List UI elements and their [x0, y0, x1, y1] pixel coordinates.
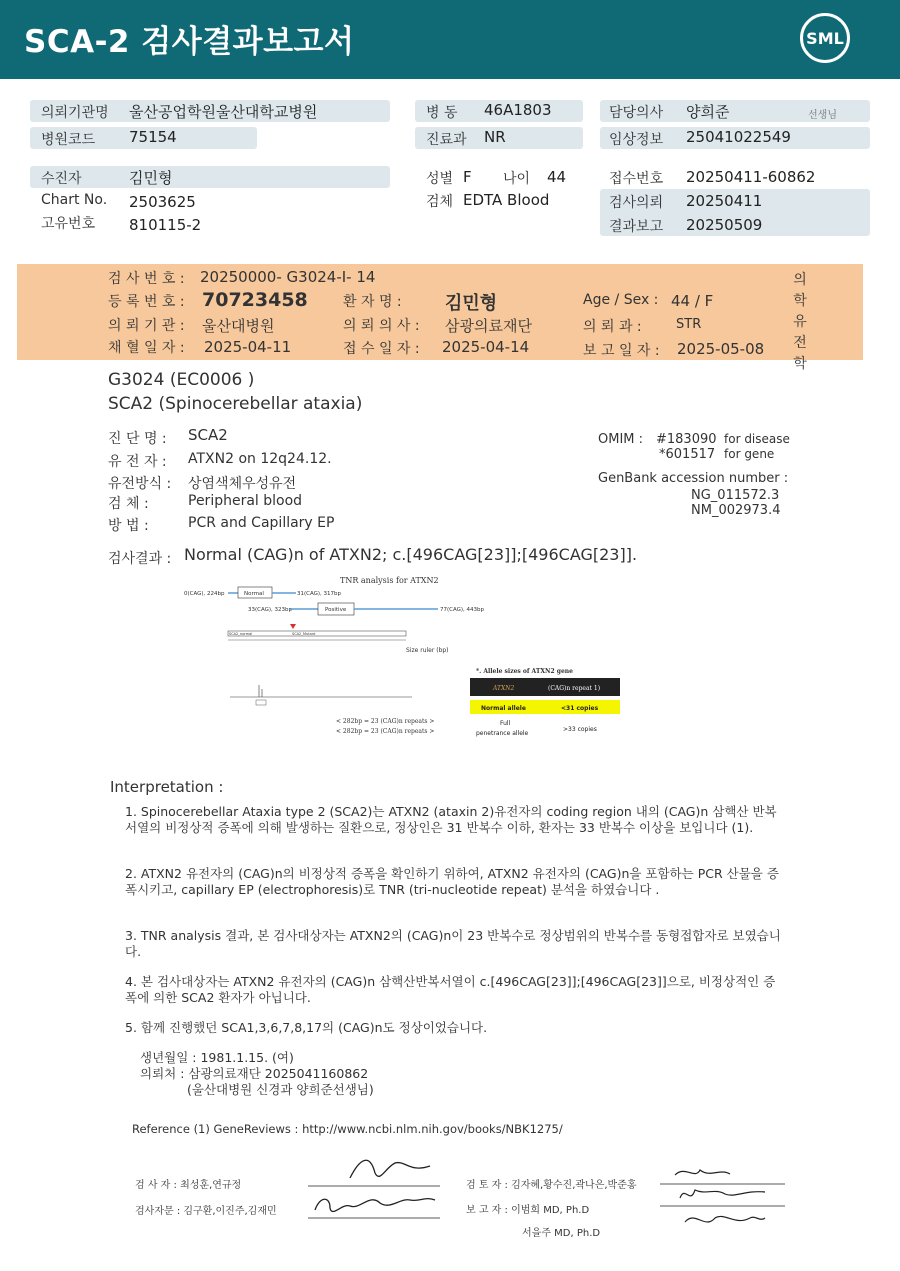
ward-value: 46A1803	[484, 101, 552, 119]
genbank-2: NM_002973.4	[691, 503, 781, 518]
interpretation-title: Interpretation :	[110, 778, 224, 796]
advisor: 검사자문 : 김구환,이진주,김재민	[135, 1206, 277, 1217]
collect-value: 2025-04-11	[204, 338, 292, 356]
test-code: G3024 (EC0006 )	[108, 370, 255, 390]
institution-value: 울산공업학원울산대학교병원	[129, 103, 318, 121]
ruler-note: Size ruler (bp)	[406, 647, 449, 654]
doctor-value: 양희준	[686, 103, 730, 121]
patient-row	[30, 166, 390, 188]
result-heading: 검사결과 :	[108, 551, 172, 567]
band-patient-value: 김민형	[445, 293, 498, 314]
dept-value: NR	[484, 128, 506, 146]
row-full-1: Full	[500, 720, 511, 727]
omim-disease: #183090	[656, 432, 717, 447]
omim-label: OMIM :	[598, 432, 644, 447]
row-normal-allele: Normal allele	[481, 705, 526, 712]
row2-right: 77(CAG), 443bp	[440, 607, 485, 613]
method-value: PCR and Capillary EP	[188, 515, 335, 531]
referral: 의뢰처 : 삼광의료재단 2025041160862	[140, 1066, 369, 1081]
band-dept-label: 의 뢰 과 :	[583, 319, 642, 335]
tnr-analysis-figure	[180, 572, 640, 744]
test-no-value: 20250000- G3024-I- 14	[200, 268, 376, 286]
gene-label: 유 전 자 :	[108, 454, 167, 470]
reg-no-label: 등 록 번 호 :	[108, 294, 185, 310]
birthdate: 생년월일 : 1981.1.15. (여)	[140, 1050, 294, 1065]
receive-value: 2025-04-14	[442, 338, 530, 356]
receive-label: 접 수 일 자 :	[343, 341, 420, 357]
institution-label: 의뢰기관명	[41, 105, 109, 121]
hospital-code-value: 75154	[129, 128, 177, 146]
chart-label: Chart No.	[41, 192, 108, 208]
band-inst-value: 울산대병원	[202, 317, 275, 335]
interpretation-3: 3. TNR analysis 결과, 본 검사대상자는 ATXN2의 (CAG)n이 23 반복수로 정상범위의 반복수를 동형접합자로 보였습니다.	[125, 928, 781, 959]
table-header-repeat: (CAG)n repeat 1)	[548, 685, 601, 692]
reporter: 보 고 자 : 이범희 MD, Ph.D	[466, 1205, 590, 1216]
ruler-mid: SCA2_Mutant	[292, 632, 316, 636]
report-value: 2025-05-08	[677, 340, 765, 358]
receipt-value: 20250411-60862	[686, 168, 816, 186]
band-patient-label: 환 자 명 :	[343, 294, 402, 310]
reviewer: 검 토 자 : 김자혜,황수진,곽나은,박준홍	[466, 1180, 637, 1191]
row2-box: Positive	[325, 607, 347, 613]
agesex-label: Age / Sex :	[583, 292, 659, 308]
reference: Reference (1) GeneReviews : http://www.ncbi.nlm.nih.gov/books/NBK1275/	[132, 1122, 563, 1136]
tester-signature	[300, 1148, 450, 1228]
reviewer-signature	[655, 1160, 790, 1240]
department-vertical-label: 의학유전학	[793, 272, 807, 372]
sml-logo: SML	[800, 13, 850, 63]
genbank-label: GenBank accession number :	[598, 471, 789, 486]
table-header-gene: ATXN2	[493, 685, 515, 692]
peak-2: < 282bp = 23 (CAG)n repeats >	[336, 728, 435, 735]
test-name: SCA2 (Spinocerebellar ataxia)	[108, 394, 363, 414]
specimen2-label: 검 체 :	[108, 496, 149, 512]
chart-value: 2503625	[129, 193, 196, 211]
unique-label: 고유번호	[41, 216, 96, 232]
interpretation-5: 5. 함께 진행했던 SCA1,3,6,7,8,17의 (CAG)n도 정상이었습니다.	[125, 1020, 488, 1035]
agesex-value: 44 / F	[671, 292, 714, 310]
ruler-left: SCA2_normal	[229, 632, 253, 636]
specimen-value: EDTA Blood	[463, 191, 550, 209]
allele-title: *. Allele sizes of ATXN2 gene	[476, 668, 573, 675]
report-label: 보 고 일 자 :	[583, 343, 660, 359]
row1-left: 0(CAG), 224bp	[184, 591, 225, 597]
interpretation-4: 4. 본 검사대상자는 ATXN2 유전자의 (CAG)n 삼핵산반복서열이 c.[496CAG[23]];[496CAG[23]]으로, 비정상적인 증폭에 의한 SCA2 환자가 아닙니다.	[125, 974, 776, 1005]
doctor-suffix: 선생님	[808, 110, 837, 121]
row1-box: Normal	[244, 591, 264, 597]
clinical-label: 임상정보	[609, 132, 664, 148]
result-text: Normal (CAG)n of ATXN2; c.[496CAG[23]];[496CAG[23]].	[184, 545, 638, 564]
sex-value: F	[463, 168, 472, 186]
specimen2-value: Peripheral blood	[188, 493, 303, 509]
result-label: 결과보고	[609, 219, 664, 235]
interpretation-1: 1. Spinocerebellar Ataxia type 2 (SCA2)는 ATXN2 (ataxin 2)유전자의 coding region 내의 (CAG)n 삼핵산 반복서열의 비정상적 증폭에 의해 발생하는 질환으로, 정상인은 31 반복수 이하, 환자는 33 반복수 이상을 보입니다 (1).	[125, 804, 777, 835]
figure-title: TNR analysis for ATXN2	[340, 576, 439, 585]
request-value: 20250411	[686, 192, 763, 210]
patient-value: 김민형	[129, 169, 173, 187]
tester: 검 사 자 : 최성훈,연규정	[135, 1180, 242, 1191]
age-label: 나이	[503, 171, 531, 187]
hospital-code-label: 병원코드	[41, 132, 96, 148]
ward-label: 병 동	[426, 105, 458, 121]
row2-left: 33(CAG), 323bp	[248, 607, 293, 613]
test-no-label: 검 사 번 호 :	[108, 271, 185, 287]
request-label: 검사의뢰	[609, 195, 664, 211]
method-label: 방 법 :	[108, 518, 149, 534]
diag-value: SCA2	[188, 426, 228, 444]
collect-label: 채 혈 일 자 :	[108, 340, 185, 356]
dept-label: 진료과	[426, 132, 467, 148]
omim-gene-for: for gene	[724, 447, 775, 461]
reg-no-value: 70723458	[202, 289, 308, 311]
inherit-value: 상염색체우성유전	[188, 476, 297, 492]
doctor-label: 담당의사	[609, 105, 664, 121]
age-value: 44	[547, 168, 567, 186]
diag-label: 진 단 명 :	[108, 431, 167, 447]
referral-detail: (울산대병원 신경과 양희준선생님)	[187, 1082, 374, 1097]
inherit-label: 유전방식 :	[108, 476, 172, 492]
patient-label: 수진자	[41, 171, 82, 187]
row-normal-copies: <31 copies	[561, 705, 599, 712]
gene-value: ATXN2 on 12q24.12.	[188, 451, 332, 467]
result-value: 20250509	[686, 216, 763, 234]
interpretation-2: 2. ATXN2 유전자의 (CAG)n의 비정상적 증폭을 확인하기 위하여, ATXN2 유전자의 (CAG)n을 포함하는 PCR 산물을 증폭시키고, capillary EP (electrophoresis)로 TNR (tri-nucleotide repeat) 분석을 하였습니다 .	[125, 866, 779, 897]
band-inst-label: 의 뢰 기 관 :	[108, 318, 185, 334]
page-title: SCA-2 검사결과보고서	[24, 24, 355, 60]
omim-disease-for: for disease	[724, 432, 790, 446]
requester-label: 의 뢰 의 사 :	[343, 318, 420, 334]
genbank-1: NG_011572.3	[691, 488, 780, 503]
receipt-label: 접수번호	[609, 171, 664, 187]
specimen-label: 검체	[426, 194, 454, 210]
unique-value: 810115-2	[129, 216, 202, 234]
requester-value: 삼광의료재단	[445, 317, 532, 335]
omim-gene: *601517	[659, 447, 716, 462]
row-full-2: penetrance allele	[476, 730, 529, 737]
clinical-value: 25041022549	[686, 128, 791, 146]
reporter-2: 서을주 MD, Ph.D	[522, 1228, 601, 1239]
row-full-copies: >33 copies	[563, 726, 597, 733]
sex-label: 성별	[426, 171, 454, 187]
peak-1: < 282bp = 23 (CAG)n repeats >	[336, 718, 435, 725]
band-dept-value: STR	[676, 317, 702, 332]
row1-right: 31(CAG), 317bp	[297, 591, 342, 597]
